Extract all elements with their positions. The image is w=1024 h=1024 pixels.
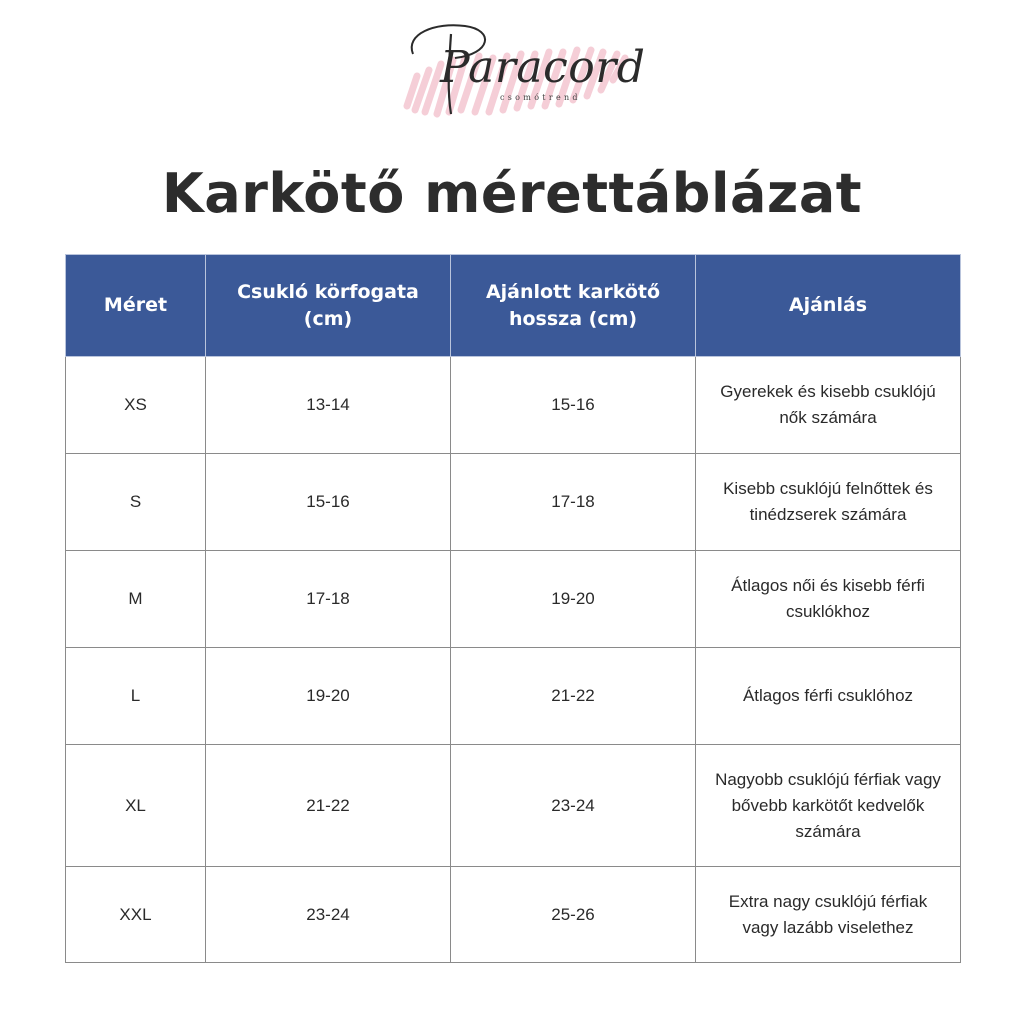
cell-length: 21-22 xyxy=(451,648,696,745)
logo-wordmark: Paracord xyxy=(440,42,646,93)
cell-length: 23-24 xyxy=(451,745,696,867)
cell-recommendation: Extra nagy csuklójú férfiak vagy lazább viselethez xyxy=(696,867,961,963)
cell-length: 15-16 xyxy=(451,357,696,454)
cell-size: XXL xyxy=(66,867,206,963)
table-row xyxy=(66,867,961,963)
cell-wrist: 13-14 xyxy=(206,357,451,454)
cell-recommendation: Átlagos férfi csuklóhoz xyxy=(696,648,961,745)
cell-size: L xyxy=(66,648,206,745)
cell-length: 19-20 xyxy=(451,551,696,648)
table-row xyxy=(66,648,961,745)
cell-recommendation: Nagyobb csuklójú férfiak vagy bővebb karkötőt kedvelők számára xyxy=(696,745,961,867)
table-header-row xyxy=(66,255,961,357)
cell-wrist: 21-22 xyxy=(206,745,451,867)
size-chart-table xyxy=(65,254,961,963)
header-recommended-length: Ajánlott karkötő hossza (cm) xyxy=(451,255,696,357)
cell-recommendation: Kisebb csuklójú felnőttek és tinédzserek számára xyxy=(696,454,961,551)
cell-wrist: 15-16 xyxy=(206,454,451,551)
header-recommendation: Ajánlás xyxy=(696,255,961,357)
cell-size: XL xyxy=(66,745,206,867)
logo-tagline: csomótrend xyxy=(500,93,581,102)
cell-length: 25-26 xyxy=(451,867,696,963)
table-row xyxy=(66,454,961,551)
cell-size: XS xyxy=(66,357,206,454)
cell-recommendation: Gyerekek és kisebb csuklójú nők számára xyxy=(696,357,961,454)
cell-size: S xyxy=(66,454,206,551)
cell-size: M xyxy=(66,551,206,648)
cell-recommendation: Átlagos női és kisebb férfi csuklókhoz xyxy=(696,551,961,648)
table-row xyxy=(66,745,961,867)
header-wrist-circumference: Csukló körfogata (cm) xyxy=(206,255,451,357)
cell-wrist: 23-24 xyxy=(206,867,451,963)
table-row xyxy=(66,551,961,648)
header-size: Méret xyxy=(66,255,206,357)
table-row xyxy=(66,357,961,454)
cell-wrist: 17-18 xyxy=(206,551,451,648)
page-title: Karkötő mérettáblázat xyxy=(161,162,863,225)
cell-length: 17-18 xyxy=(451,454,696,551)
cell-wrist: 19-20 xyxy=(206,648,451,745)
